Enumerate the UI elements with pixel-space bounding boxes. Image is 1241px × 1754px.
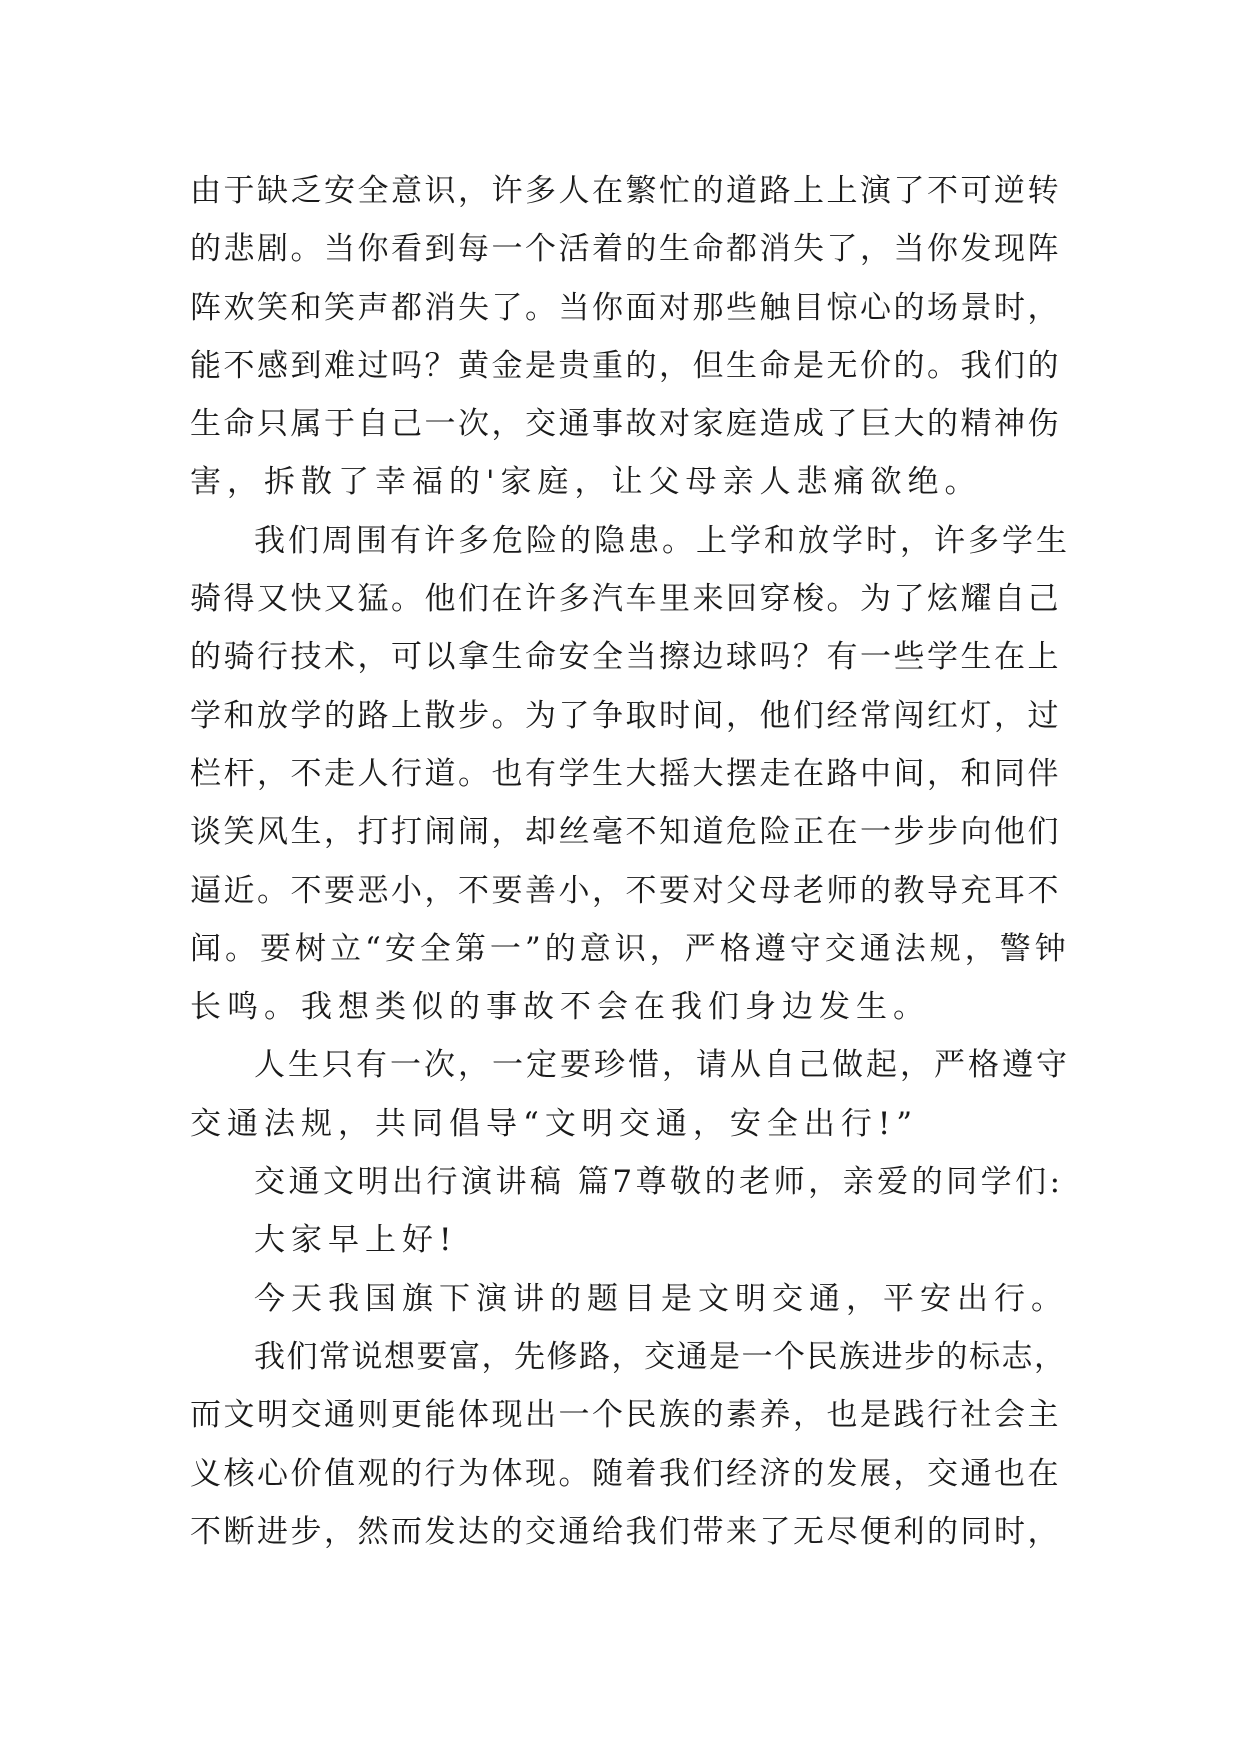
- greeting: [190, 1211, 1070, 1269]
- text-line: 交通法规，共同倡导“文明交通，安全出行!”: [190, 1105, 919, 1142]
- text-line: 长鸣。我想类似的事故不会在我们身边发生。: [190, 989, 930, 1026]
- text-line: 大家早上好!: [254, 1222, 458, 1259]
- text-line: 而文明交通则更能体现出一个民族的素养，也是践行社会主: [190, 1397, 1061, 1434]
- text-line: 我们周围有许多危险的隐患。上学和放学时，许多学生: [254, 522, 1070, 559]
- speech-heading: [190, 1153, 1070, 1211]
- text-line: 谈笑风生，打打闹闹，却丝毫不知道危险正在一步步向他们: [190, 814, 1061, 851]
- paragraph-3: [190, 1036, 1070, 1153]
- text-line: 生命只属于自己一次，交通事故对家庭造成了巨大的精神伤: [190, 406, 1061, 443]
- paragraph-2: [190, 512, 1070, 1037]
- text-line: 的骑行技术，可以拿生命安全当擦边球吗？有一些学生在上: [190, 639, 1061, 676]
- text-line: 阵欢笑和笑声都消失了。当你面对那些触目惊心的场景时，: [190, 289, 1061, 326]
- text-line: 害，拆散了幸福的'家庭，让父母亲人悲痛欲绝。: [190, 464, 982, 501]
- paragraph-1: [190, 162, 1070, 512]
- text-line: 栏杆，不走人行道。也有学生大摇大摆走在路中间，和同伴: [190, 755, 1061, 792]
- text-line: 学和放学的路上散步。为了争取时间，他们经常闯红灯，过: [190, 697, 1061, 734]
- text-line: 交通文明出行演讲稿 篇7尊敬的老师，亲爱的同学们:: [254, 1164, 1064, 1201]
- text-line: 我们常说想要富，先修路，交通是一个民族进步的标志，: [254, 1338, 1067, 1375]
- document-body: [190, 162, 1070, 1561]
- text-line: 闻。要树立“安全第一”的意识，严格遵守交通法规，警钟: [190, 930, 1070, 967]
- text-line: 人生只有一次，一定要珍惜，请从自己做起，严格遵守: [254, 1047, 1070, 1084]
- text-line: 今天我国旗下演讲的题目是文明交通，平安出行。: [254, 1280, 1068, 1317]
- text-line: 由于缺乏安全意识，许多人在繁忙的道路上上演了不可逆转: [190, 173, 1061, 209]
- paragraph-7: [190, 1328, 1070, 1561]
- text-line: 逼近。不要恶小，不要善小，不要对父母老师的教导充耳不: [190, 872, 1061, 909]
- text-line: 能不感到难过吗？黄金是贵重的，但生命是无价的。我们的: [190, 347, 1061, 384]
- text-line: 骑得又快又猛。他们在许多汽车里来回穿梭。为了炫耀自己: [190, 581, 1061, 618]
- text-line: 的悲剧。当你看到每一个活着的生命都消失了，当你发现阵: [190, 231, 1061, 268]
- speech-topic: [190, 1270, 1070, 1328]
- text-line: 不断进步，然而发达的交通给我们带来了无尽便利的同时，: [190, 1513, 1061, 1550]
- text-line: 义核心价值观的行为体现。随着我们经济的发展，交通也在: [190, 1455, 1061, 1492]
